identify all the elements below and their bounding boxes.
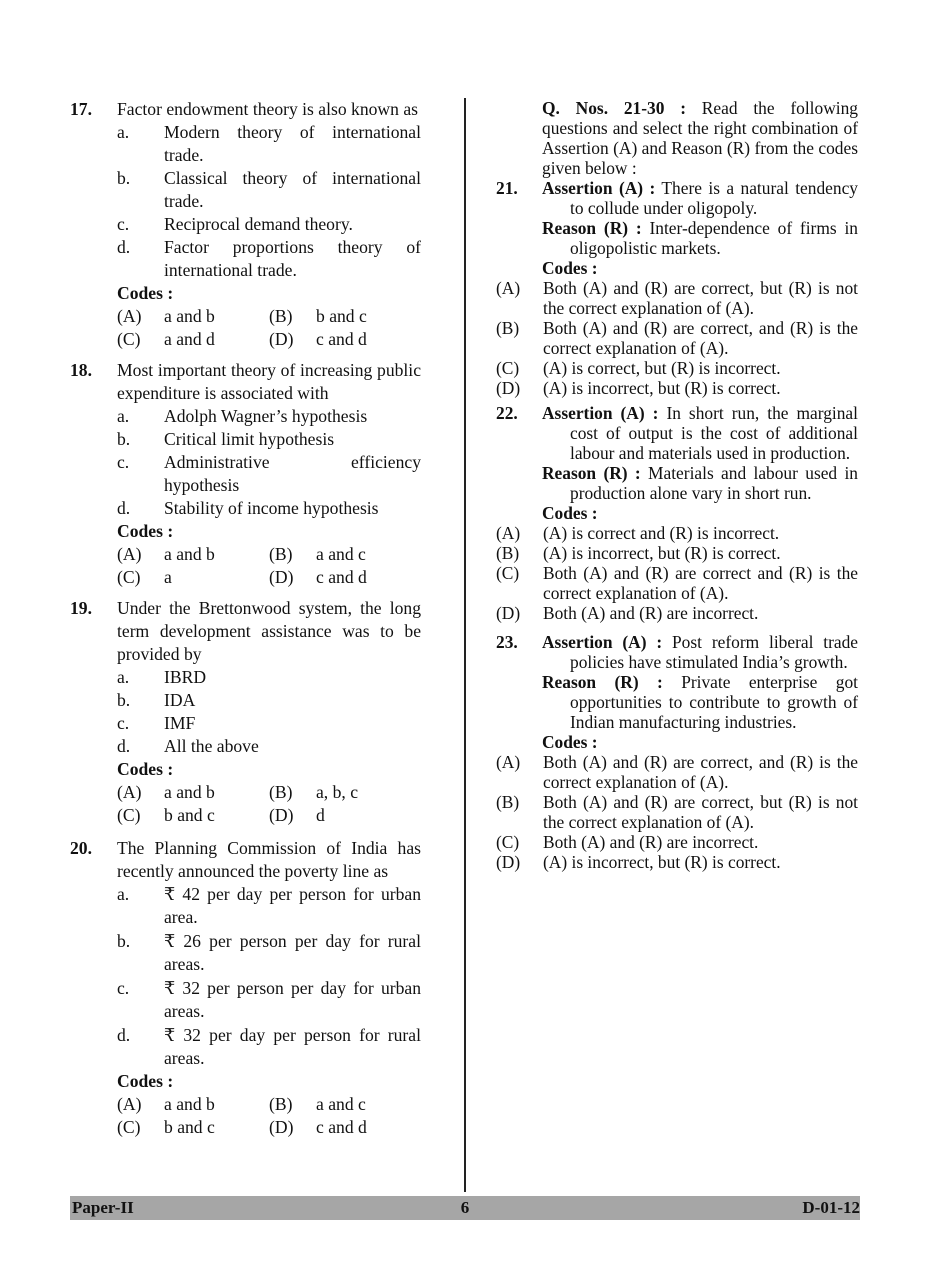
page-footer bbox=[70, 1196, 860, 1220]
option: c. Reciprocal demand theory. bbox=[117, 214, 353, 234]
assertion: Assertion (A) : There is a natural tendency to collude under oligopoly. bbox=[542, 178, 858, 218]
option: b. Classical theory of international trade. bbox=[117, 168, 421, 211]
question-number: 17. bbox=[70, 99, 92, 119]
column-divider bbox=[464, 98, 466, 1192]
option: a. Modern theory of international trade. bbox=[117, 122, 421, 165]
option: c. Administrative efficiency hypothesis bbox=[117, 452, 421, 495]
codes-heading: Codes : bbox=[117, 1071, 174, 1091]
codes-row: (C) b and c (D) d bbox=[117, 805, 325, 825]
codes-heading: Codes : bbox=[117, 521, 174, 541]
question-number: 18. bbox=[70, 360, 92, 380]
option: b. Critical limit hypothesis bbox=[117, 429, 335, 449]
codes-heading: Codes : bbox=[542, 503, 598, 523]
option: d. All the above bbox=[117, 736, 259, 756]
code-option: (C) Both (A) and (R) are incorrect. bbox=[496, 832, 759, 852]
code-option: (D) Both (A) and (R) are incorrect. bbox=[496, 603, 759, 623]
reason: Reason (R) : Inter-dependence of firms in oligopolistic markets. bbox=[542, 218, 858, 258]
option: a. IBRD bbox=[117, 667, 207, 687]
code-option: (B) Both (A) and (R) are correct, and (R) is the correct explanation of (A). bbox=[496, 318, 858, 358]
code-option: (A) Both (A) and (R) are correct, but (R) is not the correct explanation of (A). bbox=[496, 278, 858, 318]
codes-row: (A) a and b (B) a, b, c bbox=[117, 782, 359, 802]
code-option: (B) Both (A) and (R) are correct, but (R) is not the correct explanation of (A). bbox=[496, 792, 858, 832]
option: d. Stability of income hypothesis bbox=[117, 498, 379, 518]
question-20 bbox=[70, 837, 421, 1139]
codes-heading: Codes : bbox=[542, 732, 598, 752]
code-option: (D) (A) is incorrect, but (R) is correct. bbox=[496, 378, 781, 398]
codes-row: (C) a and d (D) c and d bbox=[117, 329, 367, 349]
codes-row: (A) a and b (B) a and c bbox=[117, 544, 366, 564]
question-23 bbox=[496, 632, 858, 872]
question-17 bbox=[70, 98, 421, 351]
assertion: Assertion (A) : Post reform liberal trade policies have stimulated India’s growth. bbox=[542, 632, 859, 672]
page-number: 6 bbox=[460, 1198, 470, 1217]
codes-heading: Codes : bbox=[117, 759, 174, 779]
question-19 bbox=[70, 597, 421, 827]
option: d. Factor proportions theory of international trade. bbox=[117, 237, 421, 280]
question-number: 19. bbox=[70, 598, 92, 618]
right-column bbox=[496, 98, 858, 872]
left-column bbox=[70, 98, 421, 1139]
instructions bbox=[542, 98, 858, 178]
option: c. IMF bbox=[117, 713, 196, 733]
code-option: (B) (A) is incorrect, but (R) is correct. bbox=[496, 543, 781, 563]
question-text: The Planning Commission of India has recently announced the poverty line as bbox=[117, 838, 421, 881]
codes-heading: Codes : bbox=[117, 283, 174, 303]
question-number: 21. bbox=[496, 178, 518, 198]
question-text: Under the Brettonwood system, the long term development assistance was to be provided by bbox=[117, 598, 421, 664]
instructions-text: Read the following questions and select the right combination of Assertion (A) and Reason (R) from the codes given below : bbox=[542, 98, 858, 178]
question-text: Most important theory of increasing public expenditure is associated with bbox=[117, 360, 421, 403]
question-22 bbox=[496, 403, 858, 623]
reason: Reason (R) : Materials and labour used in production alone vary in short run. bbox=[542, 463, 858, 503]
option: a. Adolph Wagner’s hypothesis bbox=[117, 406, 368, 426]
question-21 bbox=[496, 178, 858, 398]
question-18 bbox=[70, 359, 421, 589]
assertion: Assertion (A) : In short run, the marginal cost of output is the cost of additional labour and materials used in production. bbox=[542, 403, 858, 463]
instructions-label: Q. Nos. 21-30 : bbox=[542, 98, 686, 118]
code-option: (A) Both (A) and (R) are correct, and (R) is the correct explanation of (A). bbox=[496, 752, 858, 792]
question-text: Factor endowment theory is also known as bbox=[117, 99, 418, 119]
option: b. IDA bbox=[117, 690, 196, 710]
codes-row: (A) a and b (B) b and c bbox=[117, 306, 367, 326]
option: d. ₹ 32 per day per person for rural areas. bbox=[117, 1025, 421, 1068]
paper-code: D-01-12 bbox=[802, 1198, 860, 1217]
code-option: (D) (A) is incorrect, but (R) is correct. bbox=[496, 852, 781, 872]
question-number: 22. bbox=[496, 403, 518, 423]
code-option: (C) Both (A) and (R) are correct and (R) is the correct explanation of (A). bbox=[496, 563, 858, 603]
option: c. ₹ 32 per person per day for urban areas. bbox=[117, 978, 421, 1021]
question-number: 23. bbox=[496, 632, 518, 652]
reason: Reason (R) : Private enterprise got opportunities to contribute to growth of Indian manufacturing industries. bbox=[542, 672, 858, 732]
code-option: (C) (A) is correct, but (R) is incorrect. bbox=[496, 358, 781, 378]
option: a. ₹ 42 per day per person for urban area. bbox=[117, 884, 421, 927]
paper-label: Paper-II bbox=[72, 1198, 134, 1217]
codes-row: (A) a and b (B) a and c bbox=[117, 1094, 366, 1114]
question-number: 20. bbox=[70, 838, 92, 858]
codes-row: (C) b and c (D) c and d bbox=[117, 1117, 367, 1137]
code-option: (A) (A) is correct and (R) is incorrect. bbox=[496, 523, 780, 543]
option: b. ₹ 26 per person per day for rural areas. bbox=[117, 931, 421, 974]
codes-row: (C) a (D) c and d bbox=[117, 567, 367, 587]
codes-heading: Codes : bbox=[542, 258, 598, 278]
